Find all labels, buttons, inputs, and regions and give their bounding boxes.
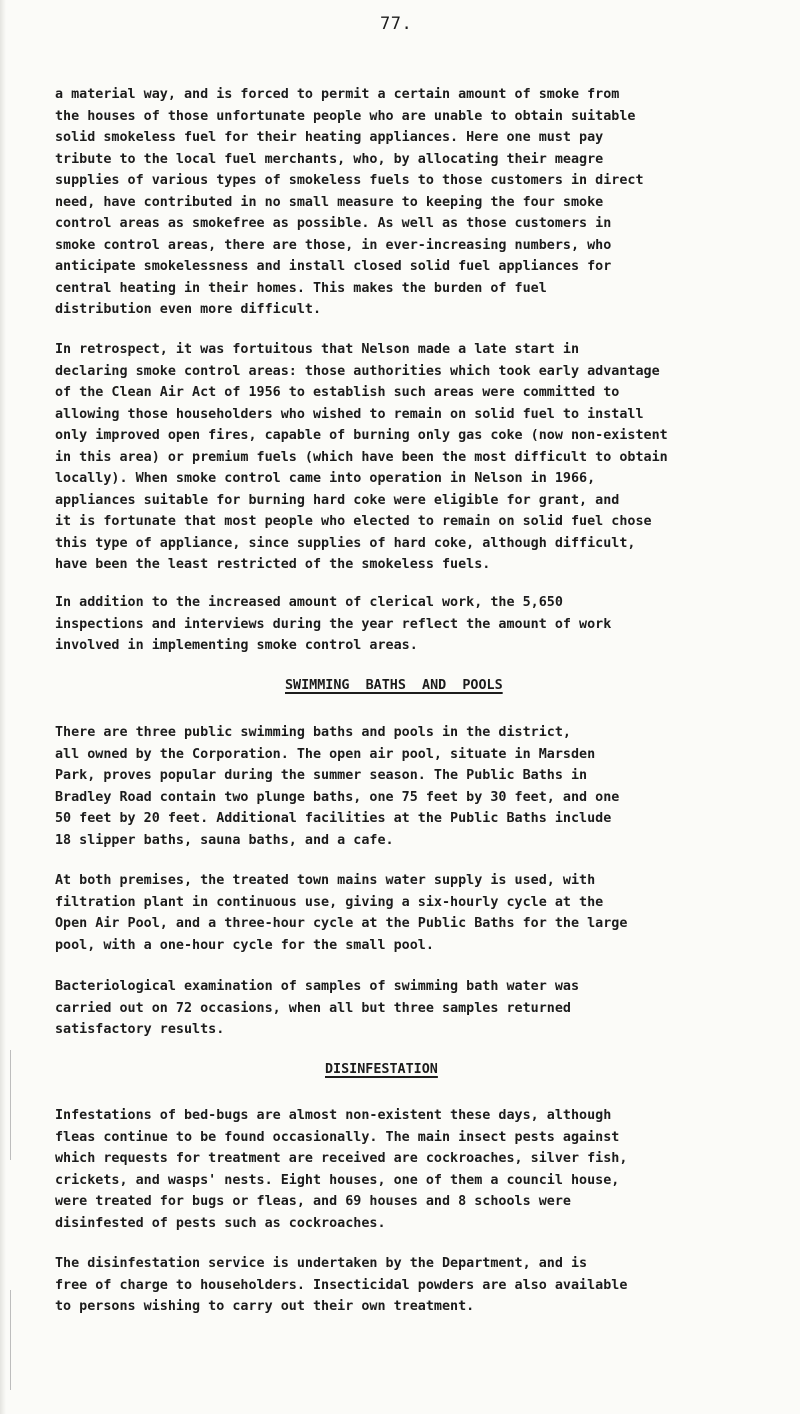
paragraph-retrospect: In retrospect, it was fortuitous that Nelson made a late start in declaring smoke control areas: those authorities which took early advantage of the Clean Air Act of 1956 to establish such areas were committed to allowing those householders who wished to remain on solid fuel to install only improved open fires, capable of burning only gas coke (now non-existent in this area) or premium fuels (which have been the most difficult to obtain locally). When smoke control came into operation in Nelson in 1966, appliances suitable for burning hard coke were eligible for grant, and it is fortunate that most people who elected to remain on solid fuel chose this type of appliance, since supplies of hard coke, although difficult, have been the least restricted of the smokeless fuels.	[55, 342, 668, 572]
margin-mark	[10, 1050, 11, 1160]
paragraph-inspections: In addition to the increased amount of clerical work, the 5,650 inspections and interviews during the year reflect the amount of work involved in implementing smoke control areas.	[55, 595, 612, 653]
paragraph-bacteriological: Bacteriological examination of samples of swimming bath water was carried out on 72 occasions, when all but three samples returned satisfactory results.	[55, 979, 580, 1037]
margin-mark	[10, 1290, 11, 1390]
paragraph-infestations: Infestations of bed-bugs are almost non-existent these days, although fleas continue to be found occasionally. The main insect pests against which requests for treatment are received are cockroaches, silver fish, crickets, and wasps' nests. Eight houses, one of them a council house, were treated for bugs or fleas, and 69 houses and 8 schools were disinfested of pests such as cockroaches.	[55, 1108, 628, 1231]
paragraph-water-supply: At both premises, the treated town mains water supply is used, with filtration plant in continuous use, giving a six-hourly cycle at the Open Air Pool, and a three-hour cycle at the Public Baths for the large pool, with a one-hour cycle for the small pool.	[55, 873, 628, 953]
paragraph-smoke-fuel: a material way, and is forced to permit a certain amount of smoke from the houses of those unfortunate people who are unable to obtain suitable solid smokeless fuel for their heating appliances. Here one must pay tribute to the local fuel merchants, who, by allocating their meagre supplies of various types of smokeless fuels to those customers in direct need, have contributed in no small measure to keeping the four smoke control areas as smokefree as possible. As well as those customers in smoke control areas, there are those, in ever-increasing numbers, who anticipate smokelessness and install closed solid fuel appliances for central heating in their homes. This makes the burden of fuel distribution even more difficult.	[55, 87, 644, 317]
paragraph-swimming-baths: There are three public swimming baths and pools in the district, all owned by the Corporation. The open air pool, situate in Marsden Park, proves popular during the summer season. The Public Baths in Bradley Road contain two plunge baths, one 75 feet by 30 feet, and one 50 feet by 20 feet. Additional facilities at the Public Baths include 18 slipper baths, sauna baths, and a cafe.	[55, 725, 620, 848]
page-number: 77.	[380, 14, 413, 34]
page-left-edge	[0, 0, 6, 1414]
heading-swimming-baths: SWIMMING BATHS AND POOLS	[285, 678, 503, 693]
heading-disinfestation: DISINFESTATION	[325, 1062, 438, 1077]
paragraph-disinfestation-service: The disinfestation service is undertaken by the Department, and is free of charge to householders. Insecticidal powders are also available to persons wishing to carry out their own treatment.	[55, 1256, 628, 1314]
